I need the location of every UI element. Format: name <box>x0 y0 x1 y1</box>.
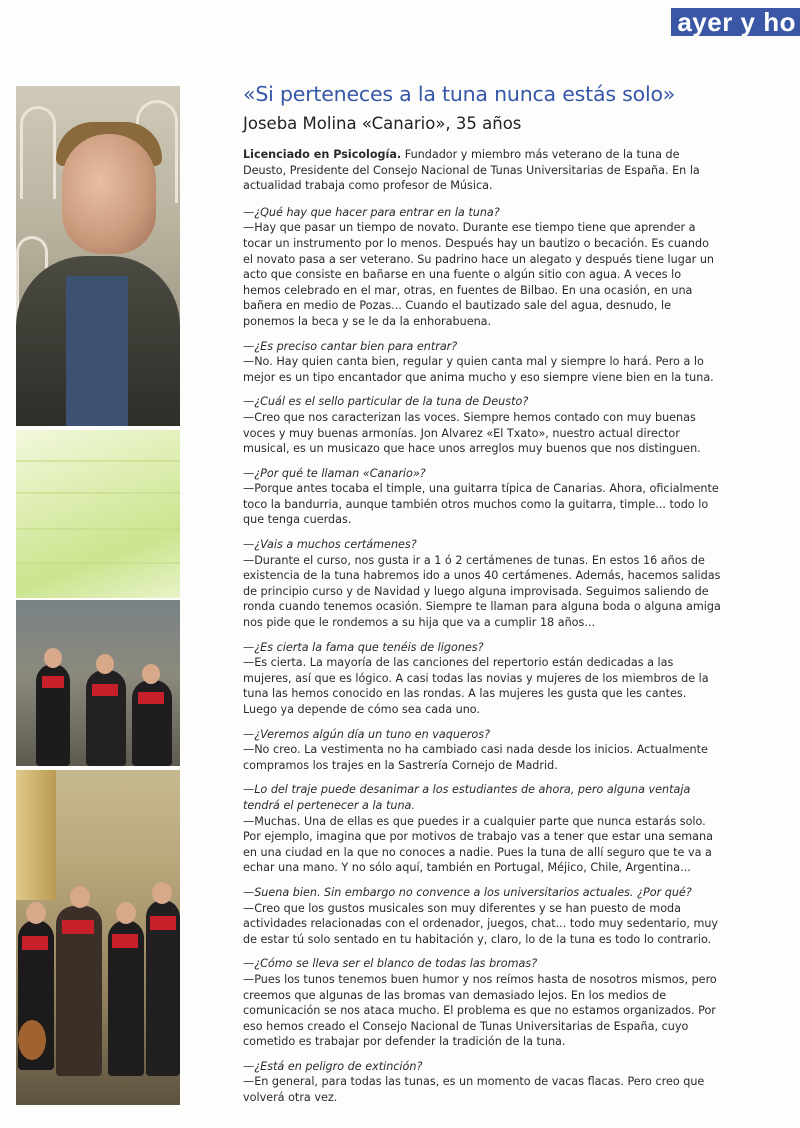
answer: —Muchas. Una de ellas es que puedes ir a cualquier parte que nunca estarás solo. Por ejemplo, imagina que por motivos de trabajo vas a tener que estar una semana en una ciudad en la que no conoces a nadie. Pues la tuna de allí seguro que te va a echar una mano. Y no sólo aquí, también en Portugal, Méjico, Chile, Argentina... <box>243 814 713 875</box>
qa-item <box>243 640 721 718</box>
answer: —No creo. La vestimenta no ha cambiado casi nada desde los inicios. Actualmente compramos los trajes en la Sastrería Cornejo de Madrid. <box>243 743 708 772</box>
answer: —Creo que nos caracterizan las voces. Siempre hemos contado con muy buenas voces y muy buenas armonías. Jon Alvarez «El Txato», nuestro actual director musical, es un musicazo que hace unos arreglos muy buenos que nos distinguen. <box>243 410 701 456</box>
question: —¿Cuál es el sello particular de la tuna de Deusto? <box>243 395 529 409</box>
article-subtitle: Joseba Molina «Canario», 35 años <box>243 114 522 133</box>
qa-item <box>243 956 721 1050</box>
answer: —Pues los tunos tenemos buen humor y nos reímos hasta de nosotros mismos, pero creemos que algunas de las bromas van demasiado lejos. En los medios de comunicación se nos ataca mucho. El problema es que no estamos organizados. Por eso hemos creado el Consejo Nacional de Tunas Universitarias de España, cuyo cometido es trabajar por defender la tradición de la tuna. <box>243 972 717 1049</box>
tuna-musicians-photo <box>16 770 180 1105</box>
qa-item <box>243 782 721 876</box>
question: —¿Es preciso cantar bien para entrar? <box>243 339 458 353</box>
qa-item <box>243 1059 721 1106</box>
question: —¿Qué hay que hacer para entrar en la tuna? <box>243 205 500 219</box>
question: —¿Por qué te llaman «Canario»? <box>243 466 426 480</box>
decorative-green-panel <box>16 430 180 598</box>
qa-item <box>243 339 721 386</box>
answer: —Durante el curso, nos gusta ir a 1 ó 2 certámenes de tunas. En estos 16 años de existencia de la tuna habremos ido a unos 40 certámenes. Además, hacemos salidas de principio curso y de Navidad y luego alguna improvisada. Seguimos saliendo de ronda cuando tenemos ocasión. Siempre te llaman para alguna boda o alguna amiga nos pide que le rondemos a su hija que va a cumplir 18 años... <box>243 553 721 630</box>
intro-text: Fundador y miembro más veterano de la tuna de Deusto, Presidente del Consejo Nacional de Tunas Universitarias de España. En la actualidad trabaja como profesor de Música. <box>243 148 700 193</box>
qa-item <box>243 394 721 456</box>
article-title: «Si perteneces a la tuna nunca estás solo» <box>243 82 676 106</box>
question: —¿Está en peligro de extinción? <box>243 1059 423 1073</box>
question: —¿Vais a muchos certámenes? <box>243 538 417 552</box>
qa-item <box>243 727 721 774</box>
answer: —Creo que los gustos musicales son muy diferentes y se han puesto de moda actividades relacionadas con el ordenador, juegos, chat... todo muy sedentario, muy de estar tú solo sentado en tu habitación y, claro, lo de la tuna es todo lo contrario. <box>243 901 719 946</box>
portrait-photo <box>16 86 180 426</box>
tuna-group-photo <box>16 600 180 766</box>
qa-item <box>243 537 721 631</box>
answer: —Hay que pasar un tiempo de novato. Durante ese tiempo tiene que aprender a tocar un instrumento por lo menos. Después hay un bautizo o becación. Es cuando el novato pasa a ser veterano. Su padrino hace un alegato y después tiene lugar un acto que consiste en bañarse en una fuente o algún sitio con agua. A veces lo hemos celebrado en el mar, otras, en fuentes de Bilbao. En una ocasión, en una bañera en medio de Pozas... Cuando el bautizado sale del agua, desnudo, le ponemos la beca y se le da la enhorabuena. <box>243 221 715 328</box>
qa-item <box>243 885 721 947</box>
intro-bold: Licenciado en Psicología. <box>243 148 402 161</box>
intro-paragraph <box>243 147 721 194</box>
answer: —No. Hay quien canta bien, regular y quien canta mal y siempre lo hará. Pero a lo mejor es un tipo encantador que anima mucho y eso siempre viene bien en la tuna. <box>243 355 714 384</box>
answer: —Es cierta. La mayoría de las canciones del repertorio están dedicadas a las mujeres, así que es lógico. A casi todas las novias y mujeres de los miembros de la tuna las hemos conocido en las rondas. A las mujeres les gusta que les cantes. Luego ya depende de cómo sea cada uno. <box>243 656 709 716</box>
question: —Suena bien. Sin embargo no convence a los universitarios actuales. ¿Por qué? <box>243 885 692 899</box>
section-tag: ayer y ho <box>671 8 800 36</box>
article <box>243 80 721 1115</box>
question: —¿Cómo se lleva ser el blanco de todas las bromas? <box>243 957 538 971</box>
question: —Lo del traje puede desanimar a los estudiantes de ahora, pero alguna ventaja tendrá el pertenecer a la tuna. <box>243 783 691 812</box>
question: —¿Veremos algún día un tuno en vaqueros? <box>243 727 491 741</box>
answer: —Porque antes tocaba el timple, una guitarra típica de Canarias. Ahora, oficialmente toco la bandurria, aunque también otros muchos como la guitarra, timple... todo lo que tenga cuerdas. <box>243 482 719 527</box>
qa-item <box>243 466 721 528</box>
question: —¿Es cierta la fama que tenéis de ligones? <box>243 640 484 654</box>
qa-item <box>243 205 721 330</box>
answer: —En general, para todas las tunas, es un momento de vacas flacas. Pero creo que volverá otra vez. <box>243 1075 705 1105</box>
